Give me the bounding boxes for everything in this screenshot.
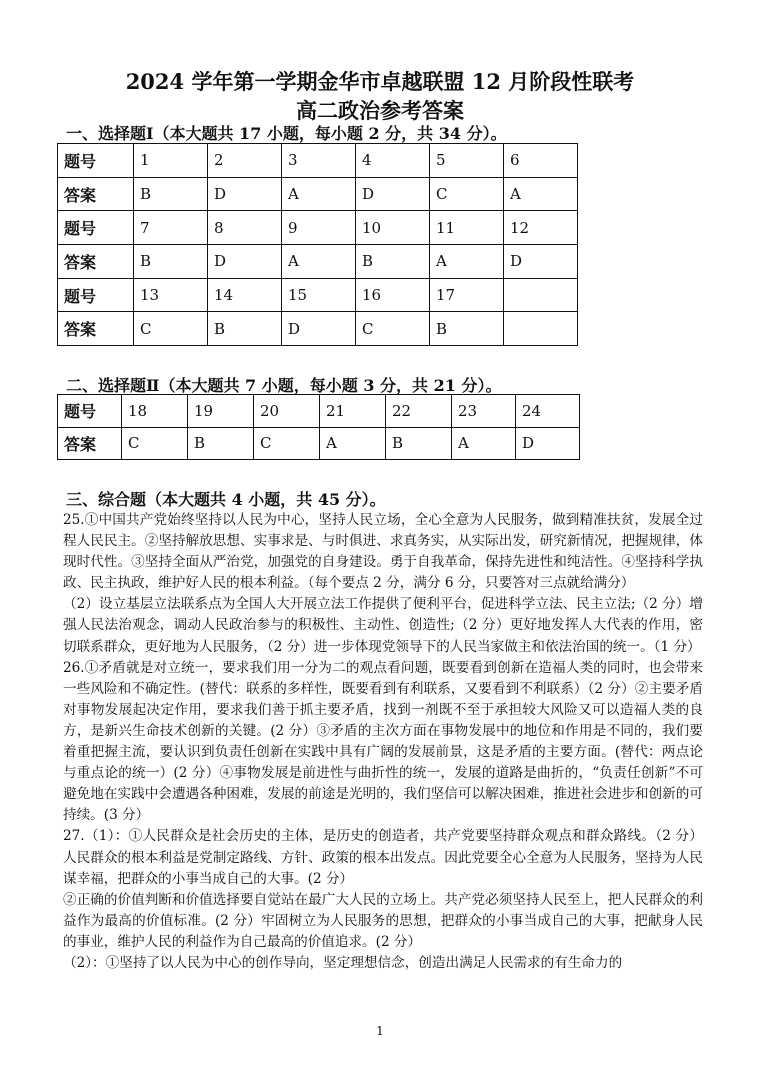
answer-25: 25.①中国共产党始终坚持以人民为中心，坚持人民立场，全心全意为人民服务，做到精准扶贫，发展全过程人民民主。②坚持解放思想、实事求是、与时俱进、求真务实，从实际出发，研究新情况，把握规律，体现时代性。③坚持全面从严治党，加强党的自身建设。勇于自我革命，保持先进性和纯洁性。④坚持科学执政、民主执政，维护好人民的根本利益。（每个要点 2 分，满分 6 分，只要答对三点就给满分） xyxy=(63,512,703,592)
section2-answer-table xyxy=(57,394,580,460)
answer-27-part2: （2）：①坚持了以人民为中心的创作导向，坚定理想信念，创造出满足人民需求的有生命力的 xyxy=(63,954,623,971)
row-header-cell: 题号 xyxy=(58,144,134,178)
table-cell xyxy=(504,278,578,312)
table-cell: A xyxy=(430,245,504,279)
table-cell: 13 xyxy=(134,278,208,312)
table-cell: C xyxy=(254,427,320,460)
table-cell: C xyxy=(122,427,188,460)
table-cell: D xyxy=(356,177,430,211)
row-header-cell: 答案 xyxy=(58,427,122,460)
table-cell: B xyxy=(134,245,208,279)
section3-heading: 三、综合题（本大题共 4 小题，共 45 分）。 xyxy=(66,490,386,509)
table-cell: C xyxy=(356,312,430,346)
table-cell: 19 xyxy=(188,395,254,428)
table-cell: 2 xyxy=(208,144,282,178)
table-cell: 14 xyxy=(208,278,282,312)
table-cell: B xyxy=(208,312,282,346)
section3-body xyxy=(63,510,703,974)
document-subtitle: 高二政治参考答案 xyxy=(296,98,464,123)
section1-row xyxy=(58,177,578,211)
table-cell: 24 xyxy=(516,395,580,428)
table-cell: B xyxy=(356,245,430,279)
table-cell: 8 xyxy=(208,211,282,245)
table-cell: A xyxy=(320,427,386,460)
table-cell: A xyxy=(282,245,356,279)
section1-row xyxy=(58,278,578,312)
section1-row xyxy=(58,144,578,178)
table-cell: D xyxy=(208,245,282,279)
table-cell: 22 xyxy=(386,395,452,428)
section2-row xyxy=(58,395,580,428)
table-cell: B xyxy=(386,427,452,460)
answer-25-part2: （2）设立基层立法联系点为全国人大开展立法工作提供了便利平台，促进科学立法、民主立法;（2 分）增强人民法治观念，调动人民政治参与的积极性、主动性、创造性;（2 分）更好地发挥人大代表的作用，密切联系群众，更好地为人民服务，（2 分）进一步体现党领导下的人民当家做主和依法治国的统一。（1 分） xyxy=(63,596,703,655)
row-header-cell: 答案 xyxy=(58,312,134,346)
section1-row xyxy=(58,312,578,346)
section1-row xyxy=(58,211,578,245)
table-cell: B xyxy=(430,312,504,346)
table-cell: 9 xyxy=(282,211,356,245)
table-cell: D xyxy=(516,427,580,460)
table-cell: 6 xyxy=(504,144,578,178)
table-cell: D xyxy=(504,245,578,279)
table-cell: 17 xyxy=(430,278,504,312)
answer-27-part1-point2: ②正确的价值判断和价值选择要自觉站在最广大人民的立场上。共产党必须坚持人民至上，把人民群众的利益作为最高的价值标准。(2 分）牢固树立为人民服务的思想，把群众的小事当成自己的大事，把献身人民的事业，维护人民的利益作为自己最高的价值追求。(2 分） xyxy=(63,891,703,950)
table-cell: C xyxy=(430,177,504,211)
section1-answer-table xyxy=(57,143,578,346)
answer-26: 26.①矛盾就是对立统一，要求我们用一分为二的观点看问题，既要看到创新在造福人类的同时，也会带来一些风险和不确定性。(替代：联系的多样性，既要看到有利联系，又要看到不利联系）（2 分）②主要矛盾对事物发展起决定作用，要求我们善于抓主要矛盾，找到一剂既不至于承担较大风险又可以造福人类的良方，是新兴生命技术创新的关键。(2 分）③矛盾的主次方面在事物发展中的地位和作用是不同的，我们要着重把握主流，要认识到负责任创新在实践中具有广阔的发展前景，这是矛盾的主要方面。(替代：两点论与重点论的统一）(2 分）④事物发展是前进性与曲折性的统一，发展的道路是曲折的，“负责任创新”不可避免地在实践中会遭遇各种困难，发展的前途是光明的，我们坚信可以解决困难，推进社会进步和创新的可持续。(3 分） xyxy=(63,659,703,824)
table-cell: D xyxy=(208,177,282,211)
row-header-cell: 答案 xyxy=(58,177,134,211)
table-cell: 10 xyxy=(356,211,430,245)
table-cell: 5 xyxy=(430,144,504,178)
document-title: 2024 学年第一学期金华市卓越联盟 12 月阶段性联考 xyxy=(125,69,635,94)
table-cell: B xyxy=(134,177,208,211)
page-number: 1 xyxy=(376,1024,384,1038)
row-header-cell: 题号 xyxy=(58,211,134,245)
table-cell: A xyxy=(504,177,578,211)
table-cell: C xyxy=(134,312,208,346)
section2-heading: 二、选择题Ⅱ（本大题共 7 小题，每小题 3 分，共 21 分）。 xyxy=(66,376,502,395)
table-cell: A xyxy=(282,177,356,211)
row-header-cell: 答案 xyxy=(58,245,134,279)
table-cell: 12 xyxy=(504,211,578,245)
answer-27-part1-point1: 27.（1）：①人民群众是社会历史的主体，是历史的创造者，共产党要坚持群众观点和群众路线。（2 分）人民群众的根本利益是党制定路线、方针、政策的根本出发点。因此党要全心全意为人民服务，坚持为人民谋幸福，把群众的小事当成自己的大事。(2 分） xyxy=(63,828,703,887)
table-cell: 7 xyxy=(134,211,208,245)
row-header-cell: 题号 xyxy=(58,278,134,312)
table-cell xyxy=(504,312,578,346)
table-cell: 15 xyxy=(282,278,356,312)
table-cell: 20 xyxy=(254,395,320,428)
table-cell: 4 xyxy=(356,144,430,178)
table-cell: 16 xyxy=(356,278,430,312)
table-cell: 23 xyxy=(452,395,516,428)
table-cell: 11 xyxy=(430,211,504,245)
table-cell: 21 xyxy=(320,395,386,428)
table-cell: B xyxy=(188,427,254,460)
section2-row xyxy=(58,427,580,460)
table-cell: 3 xyxy=(282,144,356,178)
table-cell: 18 xyxy=(122,395,188,428)
section1-heading: 一、选择题Ⅰ（本大题共 17 小题，每小题 2 分，共 34 分）。 xyxy=(66,124,507,143)
table-cell: 1 xyxy=(134,144,208,178)
row-header-cell: 题号 xyxy=(58,395,122,428)
table-cell: D xyxy=(282,312,356,346)
table-cell: A xyxy=(452,427,516,460)
section1-row xyxy=(58,245,578,279)
